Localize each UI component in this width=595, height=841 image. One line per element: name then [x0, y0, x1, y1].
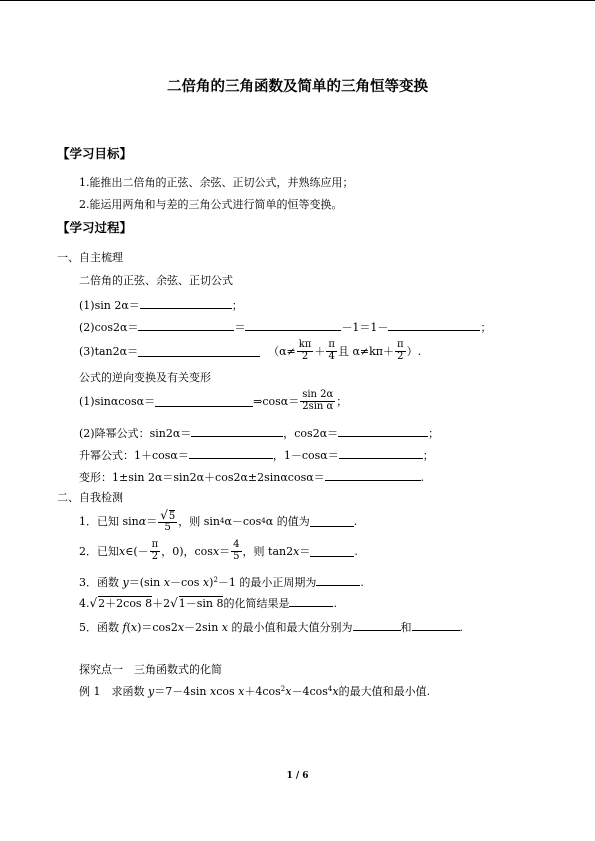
- fraction: $\frac{k\pi}{2}$: [298, 339, 312, 362]
- question-3: 3．函数 y＝(sin x－cos x)$^2$－1 的最小正周期为 .: [79, 576, 364, 589]
- question-2: 2．已知 x ∈(－ $\frac{\pi}{2}$ ，0)，cos x ＝ $\frac{4}{5}$ ，则 tan2 x ＝ .: [79, 539, 358, 562]
- answer-blank[interactable]: [316, 575, 360, 586]
- answer-blank[interactable]: [310, 516, 354, 527]
- fraction: $\frac{\pi}{2}$: [397, 339, 404, 362]
- top-rule: [0, 0, 595, 1]
- answer-blank[interactable]: [189, 448, 273, 459]
- formula-power-reduction: (2)降幂公式：sin2α＝ ，cos2α＝ ；: [79, 427, 440, 440]
- answer-blank[interactable]: [412, 620, 460, 631]
- answer-blank[interactable]: [388, 320, 480, 331]
- fraction: $\frac{\pi}{2}$: [151, 539, 159, 562]
- objectives-heading: 【学习目标】: [57, 146, 133, 161]
- example-1: 例 1 求函数 y＝7－4sin xcos $x+4\cos^2x-4\cos^4x$的最大值和最小值.: [79, 685, 431, 698]
- objective-item: 1.能推出二倍角的正弦、余弦、正切公式，并熟练应用；: [79, 176, 354, 189]
- answer-blank[interactable]: [138, 346, 260, 357]
- answer-blank[interactable]: [140, 298, 232, 309]
- answer-blank[interactable]: [325, 470, 421, 481]
- answer-blank[interactable]: [191, 426, 283, 437]
- answer-blank[interactable]: [353, 620, 401, 631]
- formula-inverse: (1)sinαcosα＝ ⇒cosα＝ $\frac{\sin 2\alpha}{\text{2sin α}}$ ；: [79, 389, 348, 412]
- section-self-check: 二、自我检测: [57, 491, 123, 504]
- page-number: 1 / 6: [286, 771, 309, 781]
- formula-power-raise: 升幂公式：1＋cosα＝ ，1－cosα＝ ；: [79, 449, 434, 462]
- question-1: 1．已知 sin α ＝ $\frac{√5}{5}$ ，则 sin 4 α－cos 4 α 的值为 .: [79, 507, 358, 533]
- subheading-double-angle: 二倍角的正弦、余弦、正切公式: [79, 274, 233, 287]
- answer-blank[interactable]: [245, 320, 341, 331]
- process-heading: 【学习过程】: [57, 220, 133, 235]
- question-4: 4.√2＋2cos 8＋2√1－sin 8的化简结果是 .: [79, 596, 337, 610]
- formula-cos2a: (2)cos2α＝ ＝ －1＝1－ ；: [79, 321, 492, 334]
- answer-blank[interactable]: [339, 448, 423, 459]
- question-5: 5．函数 f(x)＝cos2x－2sin x 的最小值和最大值分别为 和 .: [79, 621, 463, 634]
- answer-blank[interactable]: [138, 320, 234, 331]
- answer-blank[interactable]: [289, 596, 333, 607]
- answer-blank[interactable]: [338, 426, 428, 437]
- fraction: $\frac{\pi}{4}$: [328, 339, 335, 362]
- formula-sin2a: (1)sin 2α＝ ；: [79, 299, 243, 312]
- fraction: $\frac{\sin 2\alpha}{\text{2sin α}}$: [302, 389, 334, 412]
- page-title: 二倍角的三角函数及简单的三角恒等变换: [167, 78, 428, 95]
- formula-tan2a: (3)tan2α＝ （α≠ $\frac{k\pi}{2}$ ＋ $\frac{\pi}{4}$ 且 α≠kπ＋ $\frac{\pi}{2}$ ）.: [79, 339, 422, 362]
- formula-transform: 变形：1±sin 2α＝sin2α＋cos2α±2sinαcosα＝ .: [79, 471, 425, 484]
- subheading-inverse: 公式的逆向变换及有关变形: [79, 371, 211, 384]
- explore-heading: 探究点一 三角函数式的化简: [79, 663, 222, 676]
- section-self-review: 一、自主梳理: [57, 251, 123, 264]
- answer-blank[interactable]: [155, 396, 253, 407]
- fraction: $\frac{4}{5}$: [233, 539, 240, 562]
- answer-blank[interactable]: [310, 546, 354, 557]
- fraction: $\frac{√5}{5}$: [160, 507, 176, 533]
- objective-item: 2.能运用两角和与差的三角公式进行简单的恒等变换。: [79, 198, 343, 211]
